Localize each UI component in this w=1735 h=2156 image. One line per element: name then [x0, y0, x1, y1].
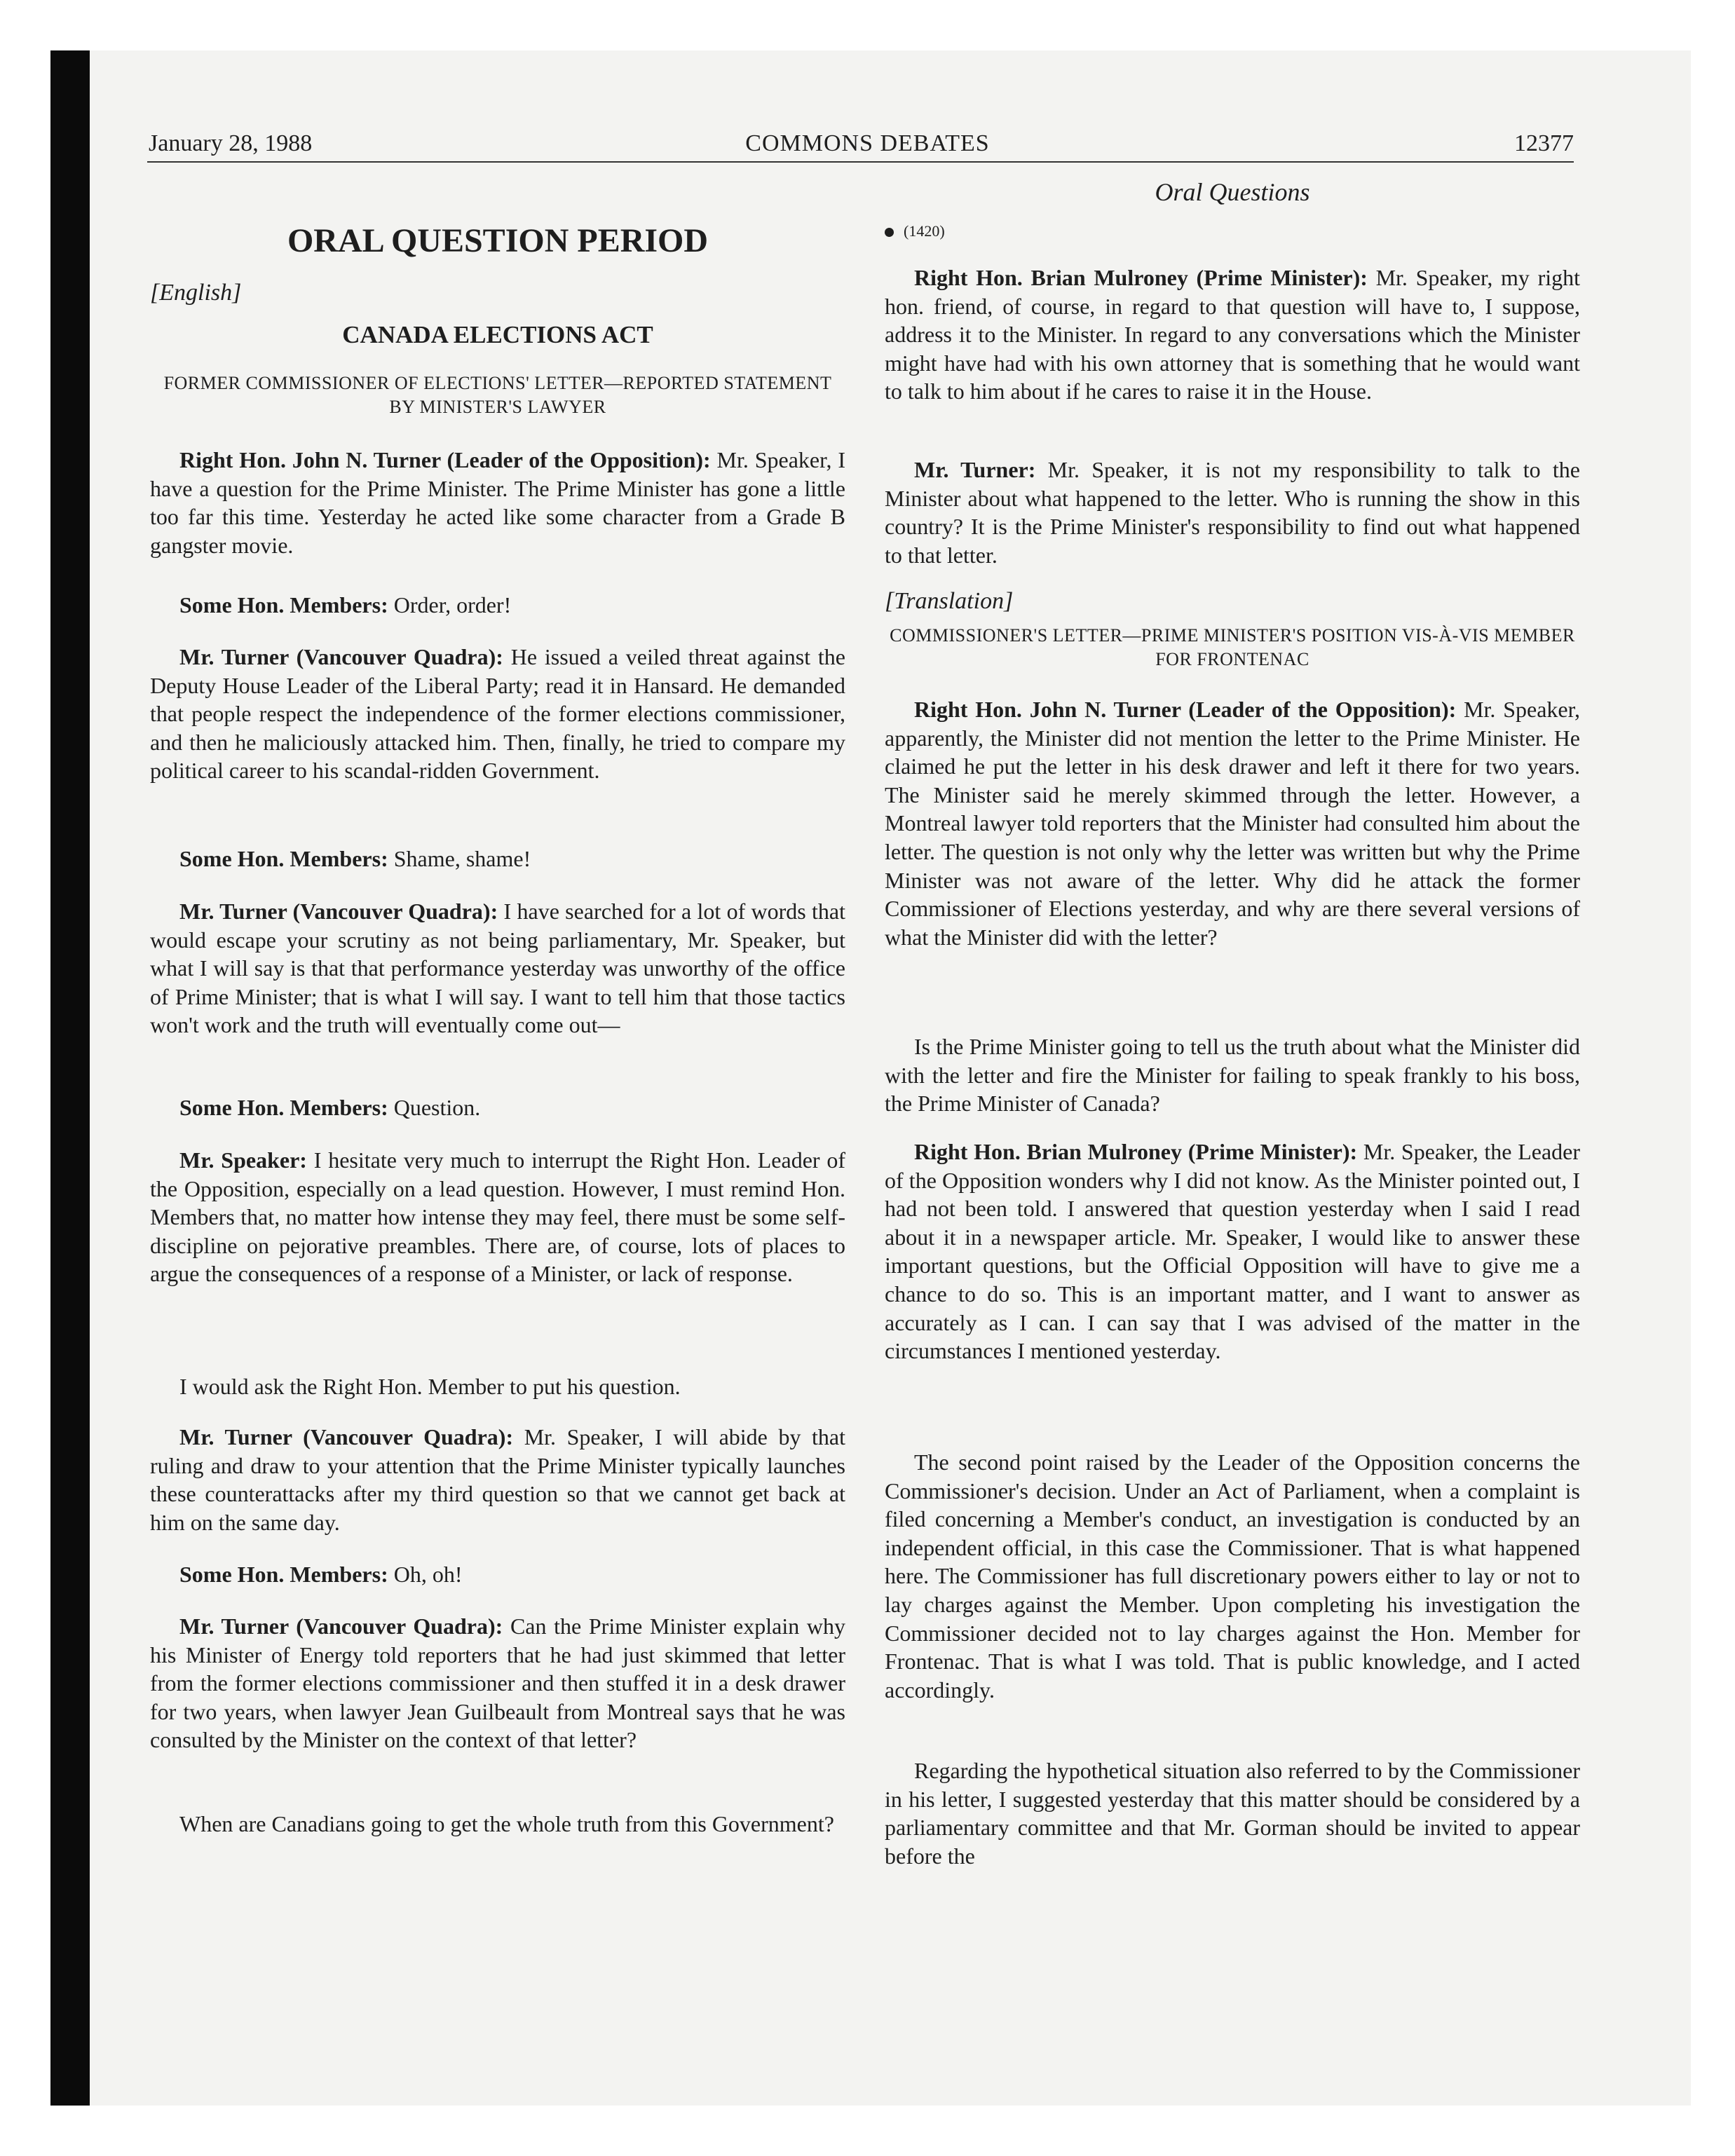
speech-paragraph: Right Hon. John N. Turner (Leader of the Opposition): Mr. Speaker, apparently, the Minister did not mention the letter to the Prime Minister. He claimed he put the letter in his desk drawer and left it there for two years. The Minister said he merely skimmed through the letter. However, a Montreal lawyer told reporters that the Minister had consulted him about the letter. The question is not only why the letter was written but why the Prime Minister was not aware of the letter. Why did he attack the former Commissioner of Elections yesterday, and why are there several versions of what the Minister did with the letter?: [885, 697, 1581, 950]
speech-paragraph: Mr. Turner: Mr. Speaker, it is not my responsibility to talk to the Minister about what happened to the letter. Who is running the show in this country? It is the Prime Minister's responsibility to find out what happened to that letter.: [885, 457, 1581, 568]
section-label: Oral Questions: [1155, 178, 1310, 206]
speech-paragraph: Regarding the hypothetical situation also referred to by the Commissioner in his letter, I suggested yesterday that this matter should be considered by a parliamentary committee and that Mr. Gorman should be invited to appear before the: [885, 1758, 1580, 1869]
time-marker: (1420): [885, 217, 945, 246]
header-date: January 28, 1988: [149, 130, 313, 156]
language-tag-translation: [Translation]: [885, 588, 1014, 614]
speech-paragraph: Mr. Speaker: I hesitate very much to interrupt the Right Hon. Leader of the Opposition, especially on a lead question. However, I must remind Hon. Members that, no matter how intense they may feel, there must be some self-discipline on pejorative preambles. There are, of course, lots of places to argue the consequences of a response of a Minister, or lack of response.: [150, 1147, 846, 1287]
speech-paragraph: I would ask the Right Hon. Member to put his question.: [179, 1374, 681, 1399]
speech-paragraph: Mr. Turner (Vancouver Quadra): Can the Prime Minister explain why his Minister of Energy told reporters that he had just skimmed that letter from the former elections commissioner and then stuffed it in a desk drawer for two years, when lawyer Jean Guilbeault from Montreal says that he was consulted by the Minister on the context of that letter?: [150, 1613, 845, 1753]
speech-paragraph: Mr. Turner (Vancouver Quadra): I have searched for a lot of words that would escape your scrutiny as not being parliamentary, Mr. Speaker, but what I will say is that that performance yesterday was unworthy of the office of Prime Minister; that is what I will say. I want to tell him that those tactics won't work and the truth will eventually come out—: [150, 899, 846, 1038]
speech-paragraph: Some Hon. Members: Oh, oh!: [179, 1562, 463, 1587]
speech-paragraph: Right Hon. John N. Turner (Leader of the Opposition): Mr. Speaker, I have a question for the Prime Minister. The Prime Minister has gone a little too far this time. Yesterday he acted like some character from a Grade B gangster movie.: [150, 447, 846, 558]
speech-paragraph: Some Hon. Members: Shame, shame!: [179, 846, 531, 871]
bullet-icon: [885, 228, 894, 237]
act-title: CANADA ELECTIONS ACT: [342, 321, 653, 348]
speech-paragraph: Right Hon. Brian Mulroney (Prime Minister): Mr. Speaker, the Leader of the Opposition wonders why I did not know. As the Minister pointed out, I had not been told. I answered that question yesterday when I said I read about it in a newspaper article. Mr. Speaker, I would like to answer these important questions, but the Official Opposition will have to give me a chance to do so. This is an important matter, and I want to answer as accurately as I can. I can say that I was advised of the matter in the circumstances I mentioned yesterday.: [885, 1139, 1581, 1364]
header-page-number: 12377: [1514, 130, 1574, 156]
section-title: ORAL QUESTION PERIOD: [287, 222, 709, 259]
scan-binding-edge: [50, 50, 90, 2106]
header-rule: [147, 161, 1574, 163]
speech-paragraph: Mr. Turner (Vancouver Quadra): He issued a veiled threat against the Deputy House Leader of the Liberal Party; read it in Hansard. He demanded that people respect the independence of the former elections commissioner, and then he maliciously attacked him. Then, finally, he tried to compare my political career to his scandal-ridden Government.: [150, 644, 846, 784]
speech-paragraph: The second point raised by the Leader of the Opposition concerns the Commissioner's decision. Under an Act of Parliament, when a complaint is filed concerning a Member's conduct, an investigation is conducted by an independent official, in this case the Commissioner. That is what happened here. The Commissioner has full discretionary powers either to lay or not to lay charges against the Member. Upon completing his investigation the Commissioner decided not to lay charges against the Hon. Member for Frontenac. That is what I was told. That is public knowledge, and I acted accordingly.: [885, 1449, 1580, 1703]
speech-paragraph: When are Canadians going to get the whole truth from this Government?: [179, 1811, 834, 1836]
speech-paragraph: Some Hon. Members: Question.: [179, 1095, 481, 1120]
speech-paragraph: Right Hon. Brian Mulroney (Prime Minister): Mr. Speaker, my right hon. friend, of course, in regard to that question will have to, I suppose, address it to the Minister. In regard to any conversations which the Minister might have had with his own attorney that is something that he would want to talk to him about if he cares to raise it in the House.: [885, 265, 1581, 404]
language-tag-english: [English]: [150, 280, 242, 306]
right-subheading: COMMISSIONER'S LETTER—PRIME MINISTER'S POSITION VIS-À-VIS MEMBER FOR FRONTENAC: [890, 625, 1575, 669]
left-subheading: FORMER COMMISSIONER OF ELECTIONS' LETTER—REPORTED STATEMENT BY MINISTER'S LAWYER: [163, 373, 832, 417]
speech-paragraph: Mr. Turner (Vancouver Quadra): Mr. Speaker, I will abide by that ruling and draw to your attention that the Prime Minister typically launches these counterattacks after my third question so that we cannot get back at him on the same day.: [150, 1424, 845, 1535]
header-publication-title: COMMONS DEBATES: [745, 130, 990, 156]
speech-paragraph: Is the Prime Minister going to tell us the truth about what the Minister did with the letter and fire the Minister for failing to speak frankly to his boss, the Prime Minister of Canada?: [885, 1034, 1580, 1117]
speech-paragraph: Some Hon. Members: Order, order!: [179, 592, 512, 618]
